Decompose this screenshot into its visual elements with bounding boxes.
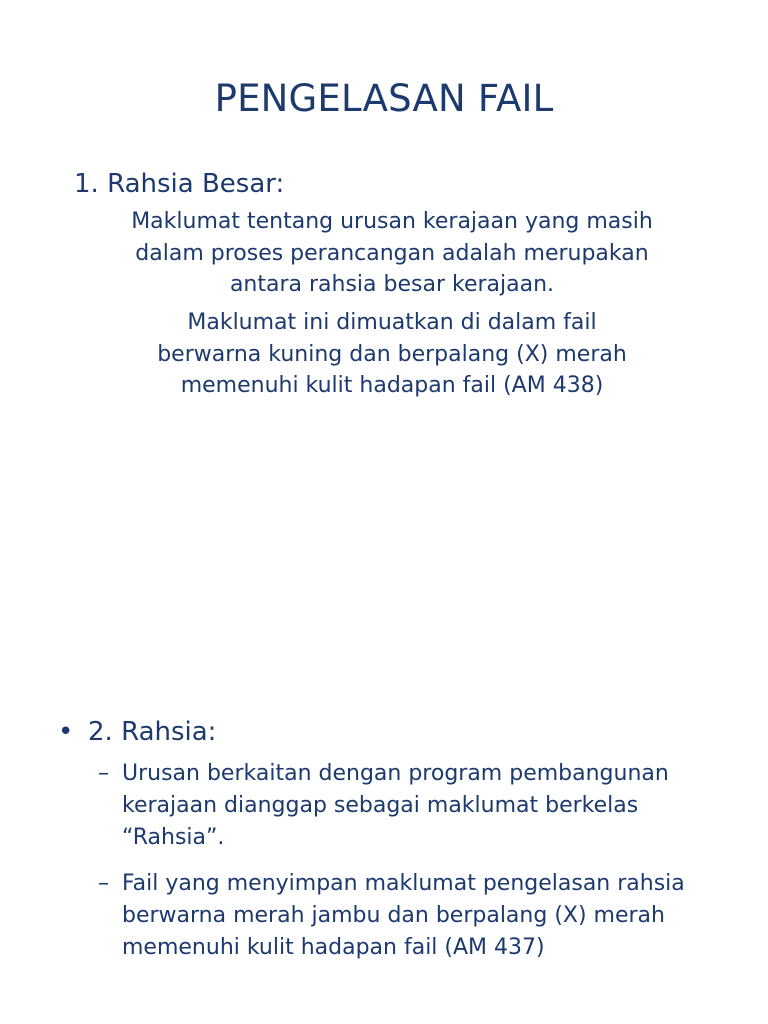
sub-item-text bbox=[122, 758, 669, 854]
text-line: kerajaan dianggap sebagai maklumat berkelas bbox=[122, 793, 639, 818]
text-line: “Rahsia”. bbox=[122, 825, 225, 850]
text-line: memenuhi kulit hadapan fail (AM 438) bbox=[180, 373, 604, 398]
section-1-heading: 1. Rahsia Besar: bbox=[74, 169, 285, 199]
section-2-heading-row bbox=[58, 714, 216, 750]
text-line: Maklumat ini dimuatkan di dalam fail bbox=[187, 310, 597, 335]
dash-icon: – bbox=[98, 871, 109, 896]
text-line: memenuhi kulit hadapan fail (AM 437) bbox=[122, 935, 545, 960]
text-line: dalam proses perancangan adalah merupakan bbox=[135, 240, 649, 266]
section-1-paragraph-2 bbox=[40, 307, 744, 402]
text-line: Fail yang menyimpan maklumat pengelasan rahsia bbox=[122, 871, 685, 896]
dash-icon: – bbox=[98, 761, 109, 786]
text-line: berwarna kuning dan berpalang (X) merah bbox=[157, 341, 627, 367]
text-line: Maklumat tentang urusan kerajaan yang masih bbox=[131, 209, 653, 234]
sub-item-text bbox=[122, 868, 685, 964]
bullet-icon: • bbox=[58, 717, 74, 747]
section-2-heading: 2. Rahsia: bbox=[88, 717, 217, 747]
section-1-paragraph-1 bbox=[40, 206, 744, 301]
text-line: antara rahsia besar kerajaan. bbox=[229, 272, 555, 297]
text-line: berwarna merah jambu dan berpalang (X) merah bbox=[122, 903, 665, 928]
text-line: Urusan berkaitan dengan program pembangunan bbox=[122, 761, 669, 786]
slide-title: PENGELASAN FAIL bbox=[214, 77, 554, 120]
